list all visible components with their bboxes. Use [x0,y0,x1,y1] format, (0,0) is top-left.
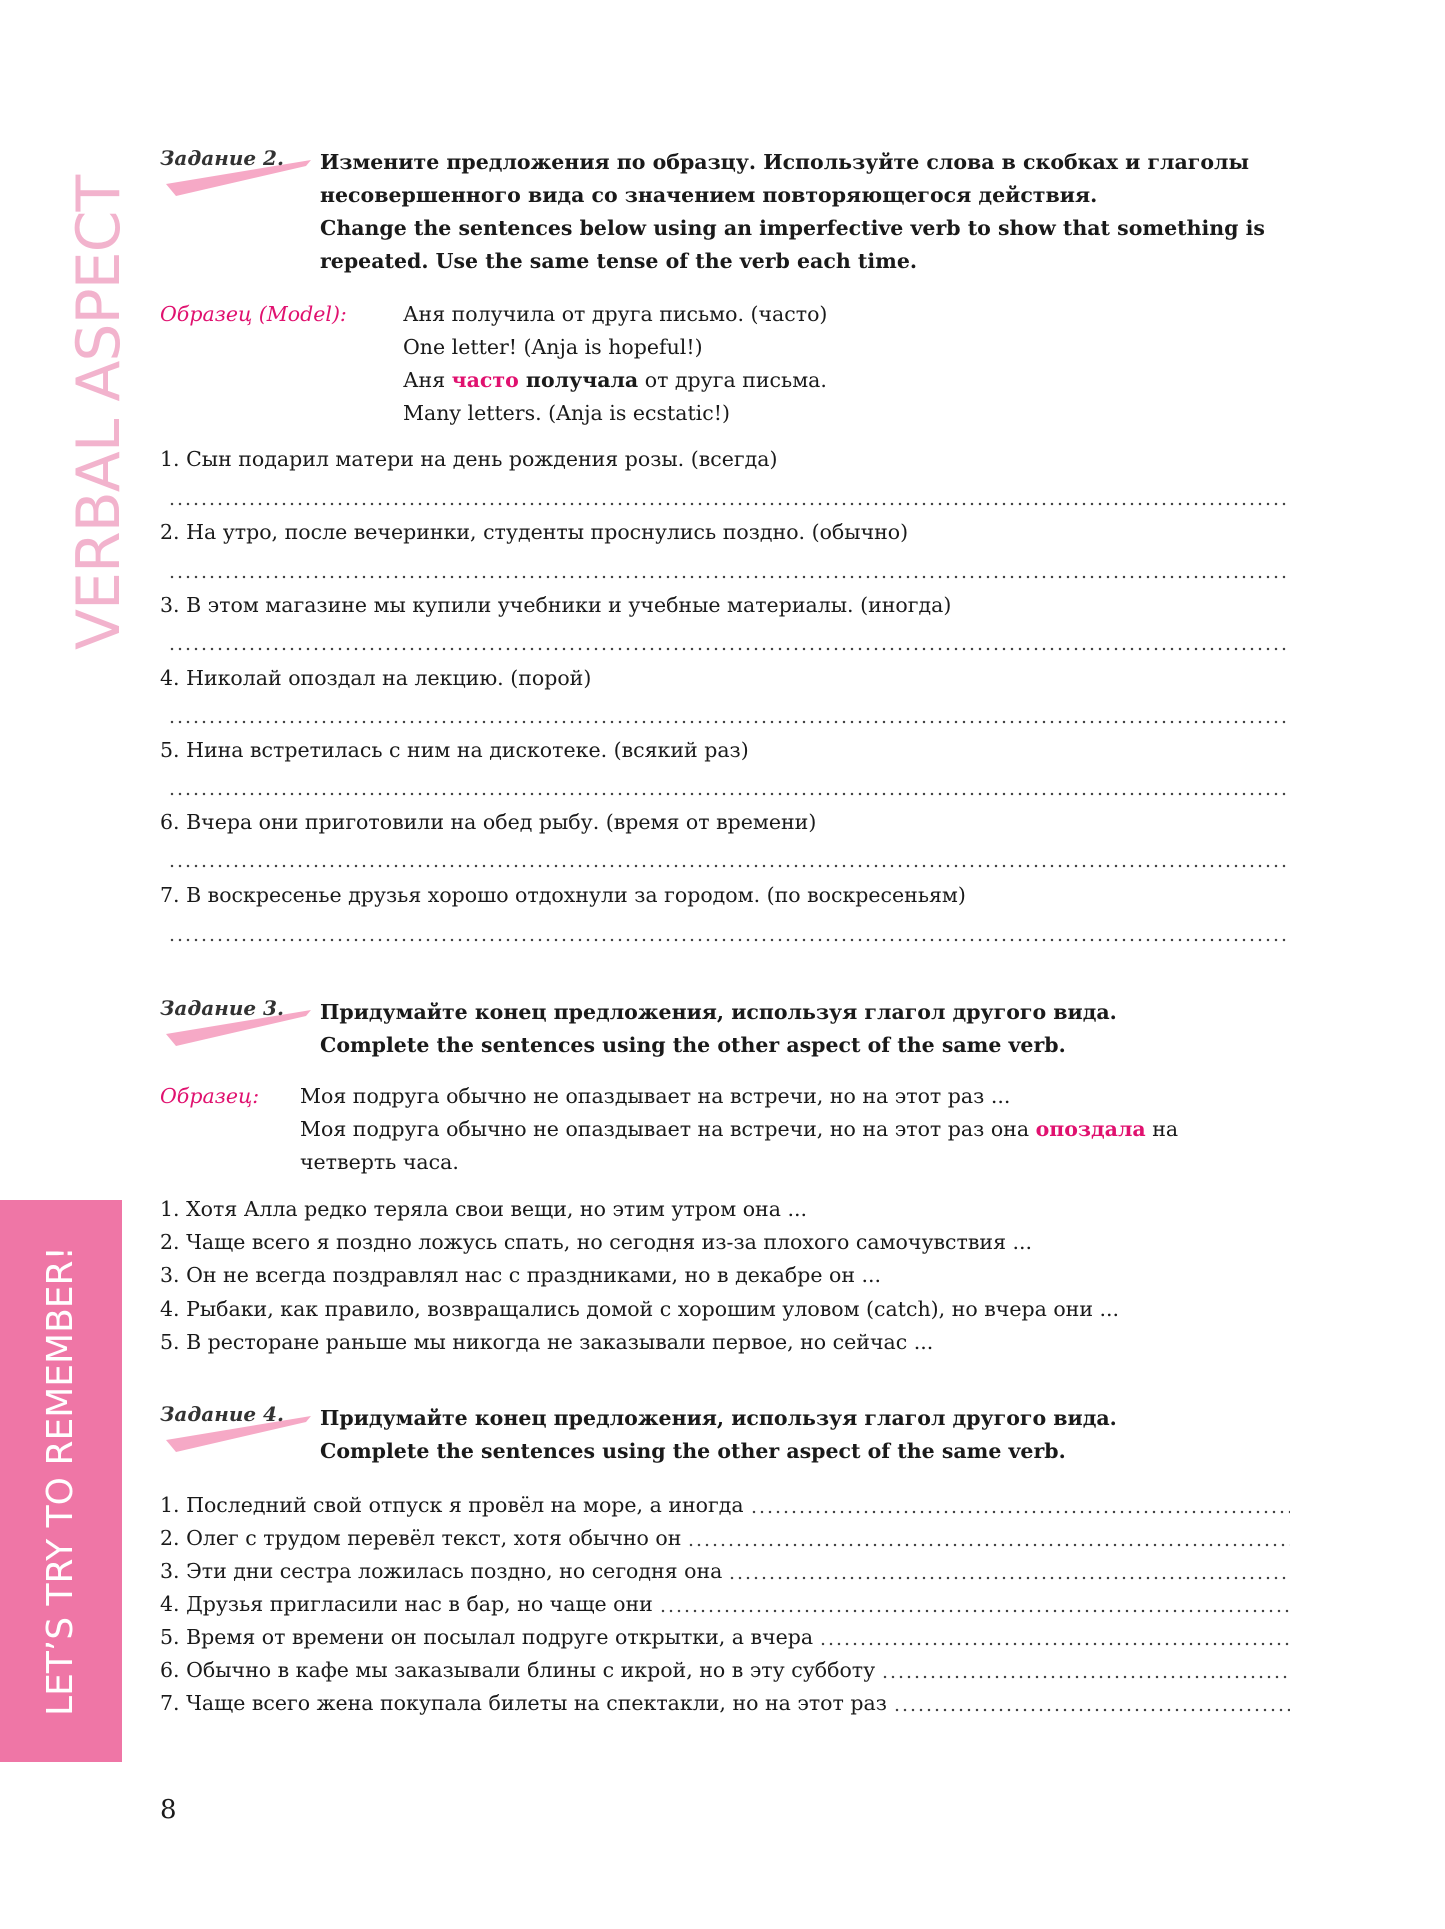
answer-line[interactable] [168,864,1286,868]
task3-instruction-ru: Придумайте конец предложения, используя глагол другого вида. [320,1000,1117,1024]
task3-model-lines [300,1080,1178,1179]
task2-instruction-ru: Измените предложения по образцу. Используйте слова в скобках и глаголы несовершенного вида со значением повторяющегося действия. [320,150,1250,207]
task4-item-4[interactable]: 4. Друзья пригласили нас в бар, но чаще они [160,1588,1290,1620]
task4-instruction-ru: Придумайте конец предложения, используя глагол другого вида. [320,1406,1117,1430]
task3-item-3: 3. Он не всегда поздравлял нас с праздниками, но в декабре он ... [160,1263,882,1287]
section-title-text: VERBAL ASPECT [64,175,134,650]
task3-item-2: 2. Чаще всего я поздно ложусь спать, но сегодня из-за плохого самочувствия ... [160,1230,1033,1254]
task2-item-1: 1. Сын подарил матери на день рождения розы. (всегда) [160,447,778,471]
page-number: 8 [160,1795,177,1825]
task4-item-2[interactable]: 2. Олег с трудом перевёл текст, хотя обычно он [160,1522,1290,1554]
task4-item-3[interactable]: 3. Эти дни сестра ложилась поздно, но сегодня она [160,1555,1290,1587]
task4-item-5[interactable]: 5. Время от времени он посылал подруге открытки, а вчера [160,1621,1290,1653]
answer-line[interactable] [168,720,1286,724]
model-line: Моя подруга обычно не опаздывает на встречи, но на этот раз она опоздала на [300,1117,1179,1141]
task3-instruction-en: Complete the sentences using the other aspect of the same verb. [320,1033,1066,1057]
task4-label: Задание 4. [160,1402,284,1426]
task4-item-1[interactable]: 1. Последний свой отпуск я провёл на море, а иногда [160,1489,1290,1521]
reminder-sidebar-bar [0,1200,122,1762]
answer-line [728,1576,1290,1580]
model-line: Моя подруга обычно не опаздывает на встречи, но на этот раз ... [300,1084,1011,1108]
task2-label: Задание 2. [160,146,284,170]
answer-line[interactable] [168,575,1286,579]
answer-line [893,1708,1290,1712]
section-title-vertical [34,150,164,650]
model-line: четверть часа. [300,1150,459,1174]
answer-line[interactable] [168,647,1286,651]
task2-instruction-en: Change the sentences below using an imperfective verb to show that something is repeated. Use the same tense of the verb each time. [320,216,1265,273]
task2-item-5: 5. Нина встретилась с ним на дискотеке. (всякий раз) [160,738,749,762]
task2-item-3: 3. В этом магазине мы купили учебники и учебные материалы. (иногда) [160,593,952,617]
task4-item-6[interactable]: 6. Обычно в кафе мы заказывали блины с икрой, но в эту субботу [160,1654,1290,1686]
reminder-sidebar-label: LET’S TRY TO REMEMBER! [40,1246,81,1716]
answer-line [819,1642,1290,1646]
task3-instructions [320,996,1320,1062]
task2-instructions [320,146,1320,278]
answer-line[interactable] [168,938,1286,942]
model-line: Аня часто получала от друга письма. [403,368,827,392]
answer-line [659,1609,1290,1613]
answer-line [687,1543,1290,1547]
answer-line [881,1675,1290,1679]
task4-instructions [320,1402,1320,1468]
task4-instruction-en: Complete the sentences using the other aspect of the same verb. [320,1439,1066,1463]
task2-item-6: 6. Вчера они приготовили на обед рыбу. (время от времени) [160,810,817,834]
task2-item-4: 4. Николай опоздал на лекцию. (порой) [160,666,592,690]
task2-model-lines [403,298,827,430]
task2-item-7: 7. В воскресенье друзья хорошо отдохнули за городом. (по воскресеньям) [160,883,966,907]
answer-line[interactable] [168,502,1286,506]
answer-line[interactable] [168,792,1286,796]
model-line: Many letters. (Anja is ecstatic!) [403,401,730,425]
answer-line [750,1510,1290,1514]
model-line: One letter! (Anja is hopeful!) [403,335,703,359]
model-line: Аня получила от друга письмо. (часто) [403,302,828,326]
task3-model-label: Образец: [160,1084,260,1108]
task3-label: Задание 3. [160,996,284,1020]
task2-model-label: Образец (Model): [160,302,347,326]
task3-item-1: 1. Хотя Алла редко теряла свои вещи, но этим утром она ... [160,1197,808,1221]
task4-item-7[interactable]: 7. Чаще всего жена покупала билеты на спектакли, но на этот раз [160,1687,1290,1719]
task3-item-4: 4. Рыбаки, как правило, возвращались домой с хорошим уловом (catch), но вчера они ... [160,1297,1120,1321]
task2-item-2: 2. На утро, после вечеринки, студенты проснулись поздно. (обычно) [160,520,909,544]
task3-item-5: 5. В ресторане раньше мы никогда не заказывали первое, но сейчас ... [160,1330,934,1354]
